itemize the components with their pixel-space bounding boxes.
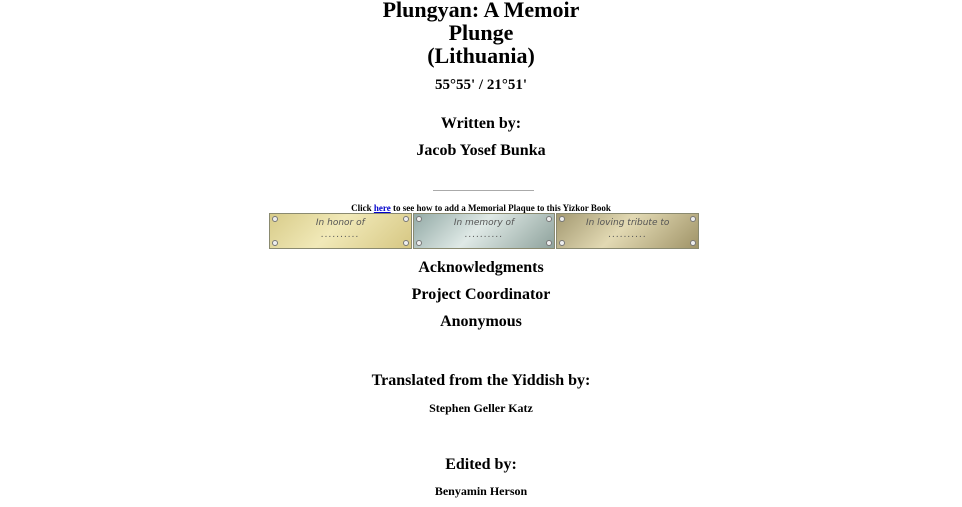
plaque-in-honor[interactable] xyxy=(269,213,412,249)
plaque-dots: .......... xyxy=(608,230,647,240)
author-name: Jacob Yosef Bunka xyxy=(416,142,546,159)
page-title xyxy=(0,0,962,67)
screw-icon xyxy=(559,240,565,246)
screw-icon xyxy=(403,216,409,222)
screw-icon xyxy=(416,216,422,222)
plaque-text: In honor of xyxy=(315,218,365,228)
screw-icon xyxy=(690,216,696,222)
plaque-note-prefix: Click xyxy=(351,203,374,213)
project-coordinator-heading: Project Coordinator xyxy=(411,286,551,303)
translated-by-heading: Translated from the Yiddish by: xyxy=(371,372,591,389)
screw-icon xyxy=(272,240,278,246)
coordinates: 55°55' / 21°51' xyxy=(435,77,527,93)
plaque-note xyxy=(0,203,962,213)
plaque-dots: .......... xyxy=(464,230,504,240)
edited-by-heading: Edited by: xyxy=(445,456,517,473)
written-by-heading: Written by: xyxy=(440,115,522,132)
screw-icon xyxy=(416,240,422,246)
plaque-text: In memory of xyxy=(453,218,515,228)
title-line-1: Plungyan: A Memoir xyxy=(382,0,580,22)
plaque-text: In loving tribute to xyxy=(585,218,670,228)
plaque-note-suffix: to see how to add a Memorial Plaque to this Yizkor Book xyxy=(390,203,611,213)
screw-icon xyxy=(272,216,278,222)
project-coordinator-name: Anonymous xyxy=(440,313,522,330)
title-line-2: Plunge xyxy=(448,20,514,45)
screw-icon xyxy=(403,240,409,246)
title-line-3: (Lithuania) xyxy=(427,43,535,68)
plaque-loving-tribute[interactable] xyxy=(556,213,699,249)
plaque-in-memory[interactable] xyxy=(413,213,556,249)
acknowledgments-heading: Acknowledgments xyxy=(418,259,544,276)
screw-icon xyxy=(690,240,696,246)
plaque-help-link[interactable]: here xyxy=(373,203,391,213)
translator-name: Stephen Geller Katz xyxy=(429,401,533,415)
plaque-dots: .......... xyxy=(321,230,360,240)
editor-name: Benyamin Herson xyxy=(434,484,528,498)
divider xyxy=(433,190,534,191)
screw-icon xyxy=(546,240,552,246)
memorial-plaques xyxy=(269,213,699,250)
